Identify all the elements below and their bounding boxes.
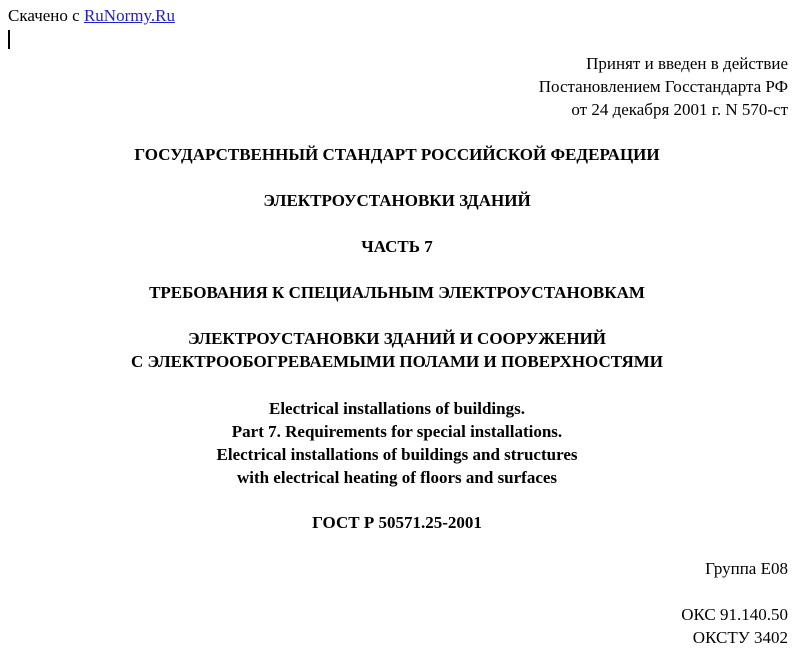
english-title (0, 397, 794, 489)
english-title-line: Electrical installations of buildings and structures (216, 445, 578, 464)
requirements-heading: ТРЕБОВАНИЯ К СПЕЦИАЛЬНЫМ ЭЛЕКТРОУСТАНОВКАМ (149, 283, 645, 302)
subtitle-heading (0, 327, 794, 373)
part-heading: ЧАСТЬ 7 (361, 237, 433, 256)
standard-number: ГОСТ Р 50571.25-2001 (312, 513, 482, 532)
okstu-code: ОКСТУ 3402 (692, 628, 788, 647)
electrical-installations-heading: ЭЛЕКТРОУСТАНОВКИ ЗДАНИЙ (263, 191, 531, 210)
subtitle-line: ЭЛЕКТРОУСТАНОВКИ ЗДАНИЙ И СООРУЖЕНИЙ (187, 329, 607, 348)
oks-code: ОКС 91.140.50 (681, 605, 788, 624)
subtitle-line: С ЭЛЕКТРООБОГРЕВАЕМЫМИ ПОЛАМИ И ПОВЕРХНОСТЯМИ (131, 352, 663, 371)
approval-block (539, 52, 788, 121)
english-title-line: Part 7. Requirements for special installations. (231, 422, 563, 441)
source-line (8, 6, 175, 26)
group-code: Группа Е08 (705, 559, 788, 578)
state-standard-heading: ГОСУДАРСТВЕННЫЙ СТАНДАРТ РОССИЙСКОЙ ФЕДЕРАЦИИ (134, 145, 660, 164)
text-cursor (8, 30, 10, 49)
source-prefix: Скачено с (8, 6, 84, 25)
approval-line: Постановлением Госстандарта РФ (538, 77, 788, 96)
source-link[interactable]: RuNormy.Ru (83, 6, 175, 25)
english-title-line: Electrical installations of buildings. (269, 399, 525, 418)
approval-line: Принят и введен в действие (586, 54, 788, 73)
approval-line: от 24 декабря 2001 г. N 570-ст (571, 100, 788, 119)
english-title-line: with electrical heating of floors and surfaces (236, 468, 558, 487)
classification-codes (681, 603, 788, 649)
